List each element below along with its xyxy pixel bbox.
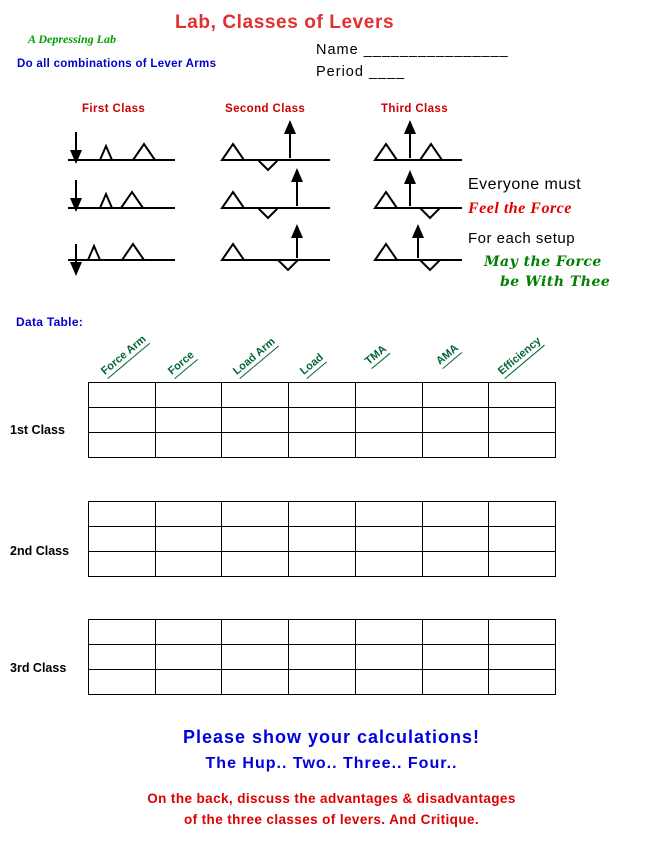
table-row (89, 527, 556, 552)
table-cell[interactable] (155, 408, 222, 433)
table-cell[interactable] (289, 670, 356, 695)
table-cell[interactable] (222, 670, 289, 695)
table-cell[interactable] (355, 408, 422, 433)
table-cell[interactable] (289, 645, 356, 670)
column-header-efficiency: Efficiency (496, 334, 544, 378)
table-cell[interactable] (222, 502, 289, 527)
data-table-label: Data Table: (16, 315, 84, 329)
table-cell[interactable] (355, 670, 422, 695)
row-label-2nd-class: 2nd Class (10, 544, 70, 558)
table-cell[interactable] (289, 527, 356, 552)
table-cell[interactable] (89, 383, 156, 408)
table-cell[interactable] (422, 620, 489, 645)
instruction-text: Do all combinations of Lever Arms (17, 58, 217, 70)
table-cell[interactable] (222, 527, 289, 552)
table-cell[interactable] (289, 433, 356, 458)
table-cell[interactable] (489, 527, 556, 552)
table-cell[interactable] (89, 433, 156, 458)
data-table-second-class[interactable] (88, 501, 556, 577)
table-cell[interactable] (89, 620, 156, 645)
data-table-third-class[interactable] (88, 619, 556, 695)
note-may-the-force: May the Force (484, 254, 602, 270)
footer-show-calculations: Please show your calculations! (182, 727, 481, 747)
table-cell[interactable] (155, 527, 222, 552)
table-cell[interactable] (89, 552, 156, 577)
table-cell[interactable] (89, 670, 156, 695)
table-cell[interactable] (155, 670, 222, 695)
column-header-force-arm: Force Arm (99, 333, 149, 378)
table-cell[interactable] (355, 502, 422, 527)
table-row (89, 552, 556, 577)
table-cell[interactable] (422, 408, 489, 433)
table-cell[interactable] (489, 552, 556, 577)
table-cell[interactable] (489, 645, 556, 670)
table-cell[interactable] (289, 383, 356, 408)
table-cell[interactable] (489, 408, 556, 433)
lab-subtitle: A Depressing Lab (28, 32, 117, 46)
name-field-line[interactable]: Name ________________ (316, 42, 509, 58)
table-cell[interactable] (355, 645, 422, 670)
column-header-force: Force (166, 349, 197, 378)
table-cell[interactable] (489, 383, 556, 408)
table-cell[interactable] (89, 408, 156, 433)
table-cell[interactable] (355, 552, 422, 577)
note-for-each-setup: For each setup (468, 230, 576, 247)
table-cell[interactable] (489, 670, 556, 695)
table-cell[interactable] (155, 645, 222, 670)
table-cell[interactable] (355, 527, 422, 552)
note-everyone-must: Everyone must (468, 176, 582, 193)
table-row (89, 502, 556, 527)
table-cell[interactable] (89, 645, 156, 670)
table-cell[interactable] (355, 433, 422, 458)
table-row (89, 408, 556, 433)
table-cell[interactable] (289, 408, 356, 433)
footer-back-line-2: of the three classes of levers. And Critique. (183, 812, 480, 827)
table-cell[interactable] (355, 620, 422, 645)
table-cell[interactable] (222, 383, 289, 408)
table-cell[interactable] (422, 670, 489, 695)
footer-back-line-1: On the back, discuss the advantages & disadvantages (147, 791, 516, 806)
table-cell[interactable] (422, 433, 489, 458)
table-cell[interactable] (222, 408, 289, 433)
heading-first-class: First Class (82, 103, 146, 115)
table-cell[interactable] (155, 383, 222, 408)
column-header-tma: TMA (363, 342, 389, 368)
table-cell[interactable] (155, 433, 222, 458)
table-cell[interactable] (155, 552, 222, 577)
page-title: Lab, Classes of Levers (175, 12, 395, 33)
column-header-load: Load (298, 351, 326, 378)
table-cell[interactable] (155, 620, 222, 645)
column-header-ama: AMA (434, 342, 461, 368)
data-table-first-class[interactable] (88, 382, 556, 458)
table-cell[interactable] (155, 502, 222, 527)
table-cell[interactable] (489, 620, 556, 645)
lever-diagrams-group (0, 118, 470, 298)
table-cell[interactable] (422, 552, 489, 577)
table-cell[interactable] (489, 502, 556, 527)
table-cell[interactable] (422, 527, 489, 552)
table-cell[interactable] (222, 552, 289, 577)
column-header-load-arm: Load Arm (231, 335, 278, 378)
table-cell[interactable] (355, 383, 422, 408)
table-row (89, 383, 556, 408)
table-row (89, 620, 556, 645)
table-cell[interactable] (289, 502, 356, 527)
row-label-3rd-class: 3rd Class (10, 661, 67, 675)
note-feel-the-force: Feel the Force (468, 200, 572, 217)
table-cell[interactable] (422, 383, 489, 408)
period-field-line[interactable]: Period ____ (316, 64, 406, 80)
table-cell[interactable] (422, 645, 489, 670)
note-be-with-thee: be With Thee (500, 274, 611, 290)
table-cell[interactable] (422, 502, 489, 527)
table-cell[interactable] (289, 620, 356, 645)
table-row (89, 645, 556, 670)
table-row (89, 433, 556, 458)
heading-third-class: Third Class (381, 103, 449, 115)
table-row (89, 670, 556, 695)
footer-hup-line: The Hup.. Two.. Three.. Four.. (205, 755, 458, 772)
table-cell[interactable] (89, 502, 156, 527)
table-cell[interactable] (222, 433, 289, 458)
table-cell[interactable] (222, 645, 289, 670)
table-cell[interactable] (222, 620, 289, 645)
table-cell[interactable] (489, 433, 556, 458)
row-label-1st-class: 1st Class (10, 423, 65, 437)
table-cell[interactable] (89, 527, 156, 552)
heading-second-class: Second Class (225, 103, 306, 115)
table-cell[interactable] (289, 552, 356, 577)
